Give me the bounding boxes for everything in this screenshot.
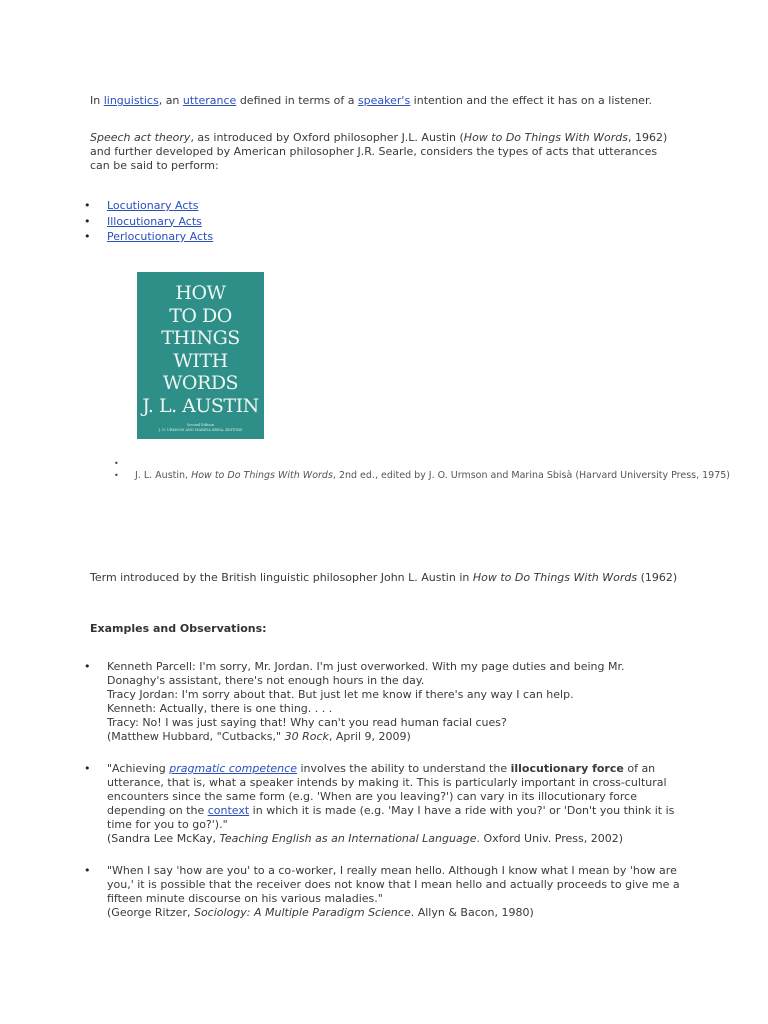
example-list — [84, 762, 684, 846]
citation-text: (Matthew Hubbard, "Cutbacks," — [107, 730, 285, 743]
quote-text: in which it is made (e.g. 'May I have a ride with you?' or 'Don't you think it is time for you to go?')." — [107, 804, 675, 831]
citation-text: , April 9, 2009) — [328, 730, 411, 743]
quote-text: "When I say 'how are you' to a co-worker, I really mean hello. Although I know what I mean by 'how are you,' it is possible that the receiver does not know that I mean hello and actually proceeds to give me a fifteen minute discourse on his various maladies." — [107, 864, 680, 905]
cover-title-line: THINGS — [161, 327, 240, 349]
list-item — [84, 660, 684, 744]
dialogue-line: Tracy Jordan: I'm sorry about that. But just let me know if there's any way I can help. — [107, 688, 574, 701]
image-caption — [135, 469, 730, 483]
link-pragmatic-competence[interactable]: pragmatic competence — [169, 762, 297, 775]
book-cover-image — [137, 272, 264, 439]
caption-text: J. L. Austin, — [135, 470, 192, 481]
intro-text: In — [90, 94, 104, 107]
quote-text: involves the ability to understand the — [296, 762, 511, 775]
intro-text: intention and the effect it has on a listener. — [410, 94, 652, 107]
link-perlocutionary-acts[interactable]: Perlocutionary Acts — [107, 230, 214, 243]
citation-title: Sociology: A Multiple Paradigm Science — [193, 906, 411, 919]
book-title: How to Do Things With Words — [191, 470, 333, 481]
example-list — [84, 660, 684, 744]
link-locutionary-acts[interactable]: Locutionary Acts — [107, 199, 199, 212]
term-text: (1962) — [637, 571, 678, 584]
dialogue-line: Kenneth Parcell: I'm sorry, Mr. Jordan. I'm just overworked. With my page duties and being Mr. Donaghy's assistant, there's not enough hours in the day. — [107, 660, 625, 687]
cover-title-line: WORDS — [162, 372, 239, 394]
list-item — [84, 864, 684, 920]
link-illocutionary-acts[interactable]: Illocutionary Acts — [107, 214, 202, 228]
cover-editors: J. O. URMSON AND MARINA SBISÀ, EDITORS — [158, 427, 243, 432]
term-paragraph — [90, 571, 690, 585]
citation-title: Teaching English as an International Language — [219, 832, 477, 845]
cover-title-line: WITH — [173, 349, 228, 372]
theory-text: , 1962) and further developed by American philosopher J.R. Searle, considers the types of acts that utterances can be said to perform: — [90, 131, 668, 172]
citation-text: (Sandra Lee McKay, — [107, 832, 220, 845]
cover-edition: Second Edition — [187, 422, 214, 427]
quote-text: of an utterance, that is, what a speaker intends by making it. This is particularly important in cross-cultural encounters since the same form (e.g. 'When are you leaving?') can vary in its illocutionary force depending on the — [107, 762, 667, 817]
list-item — [84, 198, 213, 214]
bullet: • — [84, 864, 91, 877]
bullet: • — [84, 230, 91, 243]
intro-text: defined in terms of a — [236, 94, 358, 107]
citation-text: (George Ritzer, — [107, 906, 194, 919]
citation-text: . Allyn & Bacon, 1980) — [410, 906, 534, 919]
bullet: • — [84, 762, 91, 775]
term-text: Term introduced by the British linguistic philosopher John L. Austin in — [90, 571, 473, 584]
book-title: How to Do Things With Words — [463, 131, 629, 144]
bullet: • — [84, 199, 91, 212]
citation — [107, 730, 411, 743]
book-title: How to Do Things With Words — [472, 571, 638, 584]
acts-list — [84, 198, 213, 245]
cover-title-line: TO DO — [169, 304, 232, 327]
link-speakers[interactable]: speaker's — [357, 94, 411, 107]
intro-paragraph — [90, 94, 730, 108]
example-list — [84, 864, 684, 920]
list-item — [84, 214, 213, 230]
list-item — [84, 229, 213, 245]
list-item — [84, 762, 684, 846]
link-linguistics[interactable]: linguistics — [103, 94, 159, 107]
bullet: • — [84, 660, 91, 673]
intro-text: , an — [158, 94, 183, 107]
link-context[interactable]: context — [207, 804, 250, 817]
citation-text: . Oxford Univ. Press, 2002) — [476, 832, 624, 845]
citation — [107, 832, 623, 845]
theory-paragraph — [90, 131, 680, 173]
theory-text: , as introduced by Oxford philosopher J.L. Austin ( — [190, 131, 464, 144]
link-utterance[interactable]: utterance — [182, 94, 237, 107]
citation-title: 30 Rock — [284, 730, 329, 743]
dialogue-line: Tracy: No! I was just saying that! Why can't you read human facial cues? — [107, 716, 507, 729]
examples-heading: Examples and Observations: — [90, 622, 267, 635]
caption-text: , 2nd ed., edited by J. O. Urmson and Marina Sbisà (Harvard University Press, 1975) — [332, 470, 731, 481]
bullet: • — [114, 471, 119, 480]
bold-term: illocutionary force — [510, 762, 624, 775]
bullet: • — [84, 214, 91, 228]
cover-title-line: HOW — [175, 282, 226, 304]
citation — [107, 906, 534, 919]
theory-term: Speech act theory — [90, 131, 191, 144]
bullet: • — [114, 459, 119, 468]
cover-author: J. L. AUSTIN — [142, 394, 259, 417]
dialogue-line: Kenneth: Actually, there is one thing. . . . — [107, 702, 333, 715]
quote-text: "Achieving — [107, 762, 170, 775]
